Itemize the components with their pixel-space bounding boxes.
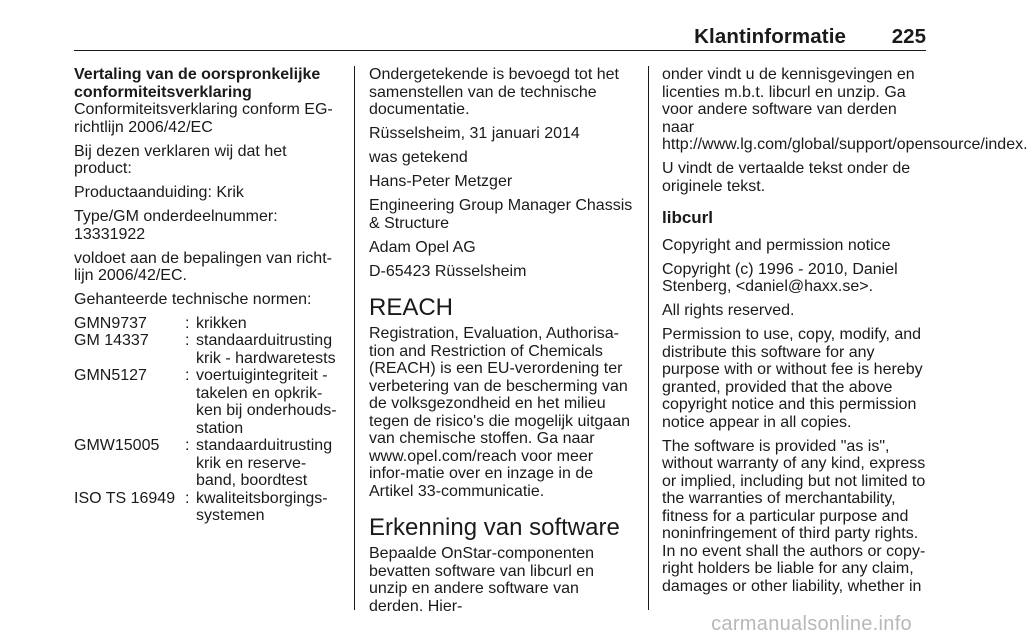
paragraph: Gehanteerde technische normen: <box>74 291 312 308</box>
paragraph: Bij dezen verklaren wij dat het product: <box>74 142 287 177</box>
norm-code: GMN9737 <box>74 314 147 332</box>
section-heading-reach: REACH <box>369 294 454 321</box>
paragraph: Permission to use, copy, modify, and distribute this software for any purpose with or without fee is hereby granted, provided that the above copyright notice and this permission notice appear in all copies. <box>662 326 923 431</box>
norm-description: kwaliteitsborgings-systemen <box>196 489 328 524</box>
paragraph: D-65423 Rüsselsheim <box>369 262 527 280</box>
paragraph: U vindt de vertaalde tekst onder de originele tekst. <box>662 160 911 195</box>
section-heading-software: Erkenning van software <box>369 514 620 541</box>
paragraph: Copyright (c) 1996 - 2010, Daniel Stenberg, <daniel@haxx.se>. <box>662 260 898 295</box>
norms-table <box>74 315 342 525</box>
norm-separator: : <box>185 437 190 454</box>
norm-description: standaarduitrusting krik en reserve-band, boordtest <box>196 437 333 489</box>
page-number: 225 <box>891 25 926 48</box>
paragraph: Copyright and permission notice <box>662 236 891 254</box>
norm-code: GM 14337 <box>74 332 149 349</box>
column-right <box>662 66 1028 602</box>
norm-description: standaarduitrusting krik - hardwaretests <box>196 332 336 367</box>
column-divider <box>648 66 649 610</box>
paragraph: Adam Opel AG <box>369 238 476 256</box>
norm-separator: : <box>185 367 190 384</box>
norm-separator: : <box>185 314 190 332</box>
column-left <box>74 66 342 525</box>
paragraph: Conformiteitsverklaring conform EG-richtlijn 2006/42/EC <box>74 101 333 136</box>
paragraph: All rights reserved. <box>662 302 795 319</box>
norm-description: krikken <box>196 314 247 332</box>
paragraph: Bepaalde OnStar-componenten bevatten software van libcurl en unzip en andere software van derden. Hier- <box>369 545 595 615</box>
paragraph: voldoet aan de bepalingen van richt-lijn 2006/42/EC. <box>74 249 332 284</box>
norm-code: GMN5127 <box>74 367 147 384</box>
paragraph: was getekend <box>369 149 468 166</box>
paragraph: Type/GM onderdeelnummer: 13331922 <box>74 208 278 243</box>
paragraph: Rüsselsheim, 31 januari 2014 <box>369 125 580 142</box>
norm-code: ISO TS 16949 <box>74 489 176 507</box>
paragraph: The software is provided "as is", without warranty of any kind, express or implied, including but not limited to the warranties of merchantability, fitness for a particular purpose and noninfringement of third party rights. In no event shall the authors or copy-right holders be liable for any claim, damages or other liability, whether in <box>662 437 926 595</box>
column-middle <box>369 66 633 622</box>
norm-separator: : <box>185 489 190 507</box>
paragraph: Ondergetekende is bevoegd tot het samenstellen van de technische documentatie. <box>369 66 619 118</box>
page-title: Klantinformatie <box>694 25 846 48</box>
paragraph: Hans-Peter Metzger <box>369 173 513 190</box>
norm-separator: : <box>185 332 190 349</box>
paragraph: Registration, Evaluation, Authorisa-tion and Restriction of Chemicals (REACH) is een EU-verordening ter verbetering van de bescherming van de volksgezondheid en het milieu tegen de risico's die mogelijk uitgaan van chemische stoffen. Ga naar www.opel.com/reach voor meer infor-matie over en inzage in de Artikel 33-communicatie. <box>369 325 630 500</box>
watermark: carmanualsonline.info <box>711 613 912 635</box>
paragraph: onder vindt u de kennisgevingen en licenties m.b.t. libcurl en unzip. Ga voor andere software van derden naar http://www.lg.com/global/support/opensource/index. <box>662 66 1028 153</box>
page-header <box>74 26 926 51</box>
norm-description: voertuigintegriteit - takelen en opkrik-ken bij onderhouds-station <box>196 367 337 437</box>
paragraph: Engineering Group Manager Chassis & Structure <box>369 197 633 232</box>
column-divider <box>354 66 355 610</box>
paragraph: Productaanduiding: Krik <box>74 184 244 201</box>
section-heading-libcurl: libcurl <box>662 208 714 227</box>
section-heading-conformity: Vertaling van de oorspronkelijke conformiteitsverklaring <box>74 66 321 101</box>
norm-code: GMW15005 <box>74 437 160 454</box>
